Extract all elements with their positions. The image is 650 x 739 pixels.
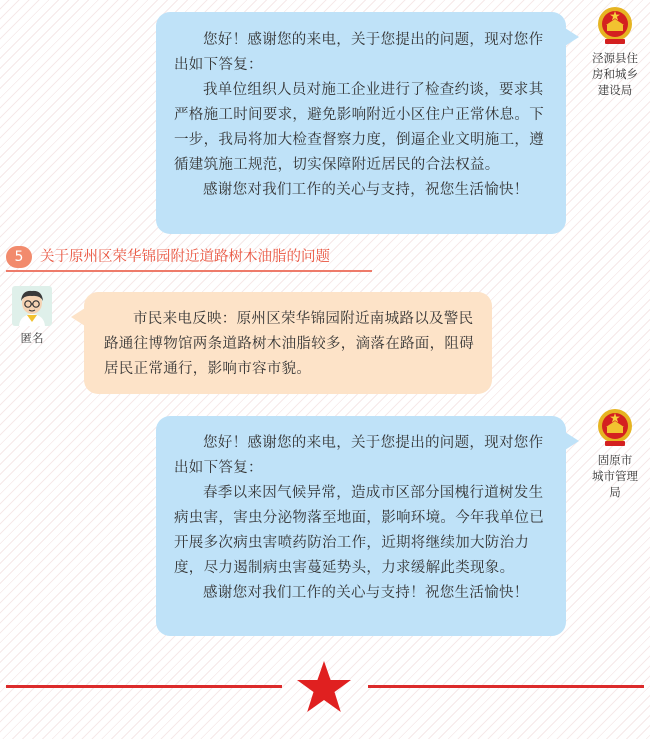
anonymous-user-avatar-icon: [12, 286, 52, 326]
citizen-profile: [8, 286, 56, 346]
reply-2-paragraph: 春季以来因气候异常，造成市区部分国槐行道树发生病虫害，害虫分泌物落至地面，影响环境。今年我单位已开展多次病虫害喷药防治工作，近期将继续加大防治力度，尽力遏制病虫害蔓延势头，力求缓解此类现象。: [174, 485, 544, 576]
citizen-name: 匿名: [20, 331, 44, 345]
reply-2-paragraph: 感谢您对我们工作的关心与支持！祝您生活愉快！: [203, 585, 529, 601]
reply-1-paragraph: 您好！感谢您的来电，关于您提出的问题，现对您作出如下答复：: [174, 32, 544, 73]
reply-2-paragraph: 您好！感谢您的来电，关于您提出的问题，现对您作出如下答复：: [174, 435, 544, 476]
sender-2-name-line: 固原市: [597, 453, 633, 467]
section-heading-5: [6, 243, 372, 273]
sender-2-name-line: 局: [609, 485, 621, 499]
reply-bubble-2: [156, 416, 566, 636]
sender-2-name-line: 城市管理: [592, 469, 638, 483]
red-star-icon: [295, 659, 353, 715]
national-emblem-icon: [597, 6, 633, 46]
national-emblem-icon: [597, 408, 633, 448]
reply-1-paragraph: 我单位组织人员对施工企业进行了检查约谈，要求其严格施工时间要求，避免影响附近小区住户正常休息。下一步，我局将加大检查督察力度，倒逼企业文明施工，遵循建筑施工规范，切实保障附近居民的合法权益。: [174, 82, 544, 173]
sender-1-name-line: 房和城乡: [592, 67, 638, 81]
reply-bubble-1: [156, 12, 566, 234]
reply-1-paragraph: 感谢您对我们工作的关心与支持，祝您生活愉快！: [203, 182, 529, 198]
footer-divider-right: [368, 685, 644, 688]
sender-1-name-line: 泾源县住: [592, 51, 638, 65]
sender-2: [584, 408, 646, 500]
section-title: 关于原州区荣华锦园附近道路树木油脂的问题: [40, 249, 330, 265]
section-number-badge: 5: [6, 246, 32, 268]
citizen-paragraph: 市民来电反映：原州区荣华锦园附近南城路以及警民路通往博物馆两条道路树木油脂较多，滴落在路面，阻碍居民正常通行，影响市容市貌。: [104, 311, 474, 377]
section-underline: [6, 270, 372, 272]
citizen-bubble: [84, 292, 492, 394]
footer-divider-left: [6, 685, 282, 688]
sender-1-name-line: 建设局: [597, 83, 633, 97]
sender-1: [584, 6, 646, 98]
